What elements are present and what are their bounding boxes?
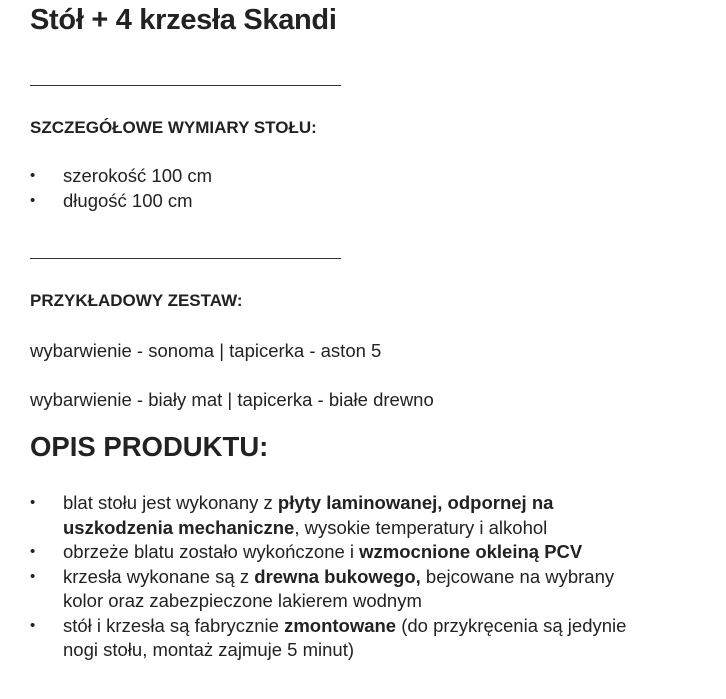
bullet-icon: • xyxy=(30,543,36,560)
description-heading: OPIS PRODUKTU: xyxy=(30,431,269,462)
description-list xyxy=(30,491,626,663)
list-item: • długość 100 cm xyxy=(30,189,212,214)
divider xyxy=(30,258,341,259)
example-set-heading: PRZYKŁADOWY ZESTAW: xyxy=(30,291,243,310)
example-set-line: wybarwienie - sonoma | tapicerka - aston 5 xyxy=(30,340,382,361)
list-item: • krzesła wykonane są z drewna bukowego, bejcowane na wybrany kolor oraz zabezpieczone lakierem wodnym xyxy=(30,565,615,611)
bullet-icon: • xyxy=(30,191,36,209)
bullet-icon: • xyxy=(30,567,36,585)
bullet-icon: • xyxy=(30,616,36,634)
product-title: Stół + 4 krzesła Skandi xyxy=(30,4,337,36)
list-item: • szerokość 100 cm xyxy=(30,164,212,189)
example-set-line: wybarwienie - biały mat | tapicerka - białe drewno xyxy=(30,389,434,410)
bullet-icon: • xyxy=(30,167,36,184)
list-item: • obrzeże blatu zostało wykończone i wzmocnione okleiną PCV xyxy=(30,540,626,565)
list-item: • stół i krzesła są fabrycznie zmontowane (do przykręcenia są jedynie nogi stołu, montaż zajmuje 5 minut) xyxy=(30,614,627,660)
bullet-icon: • xyxy=(30,494,36,511)
divider xyxy=(30,85,341,86)
dimensions-list xyxy=(30,164,212,213)
list-item: • blat stołu jest wykonany z płyty laminowanej, odpornej na uszkodzenia mechaniczne, wysokie temperatury i alkohol xyxy=(30,492,554,538)
dimensions-heading: SZCZEGÓŁOWE WYMIARY STOŁU: xyxy=(30,118,317,137)
